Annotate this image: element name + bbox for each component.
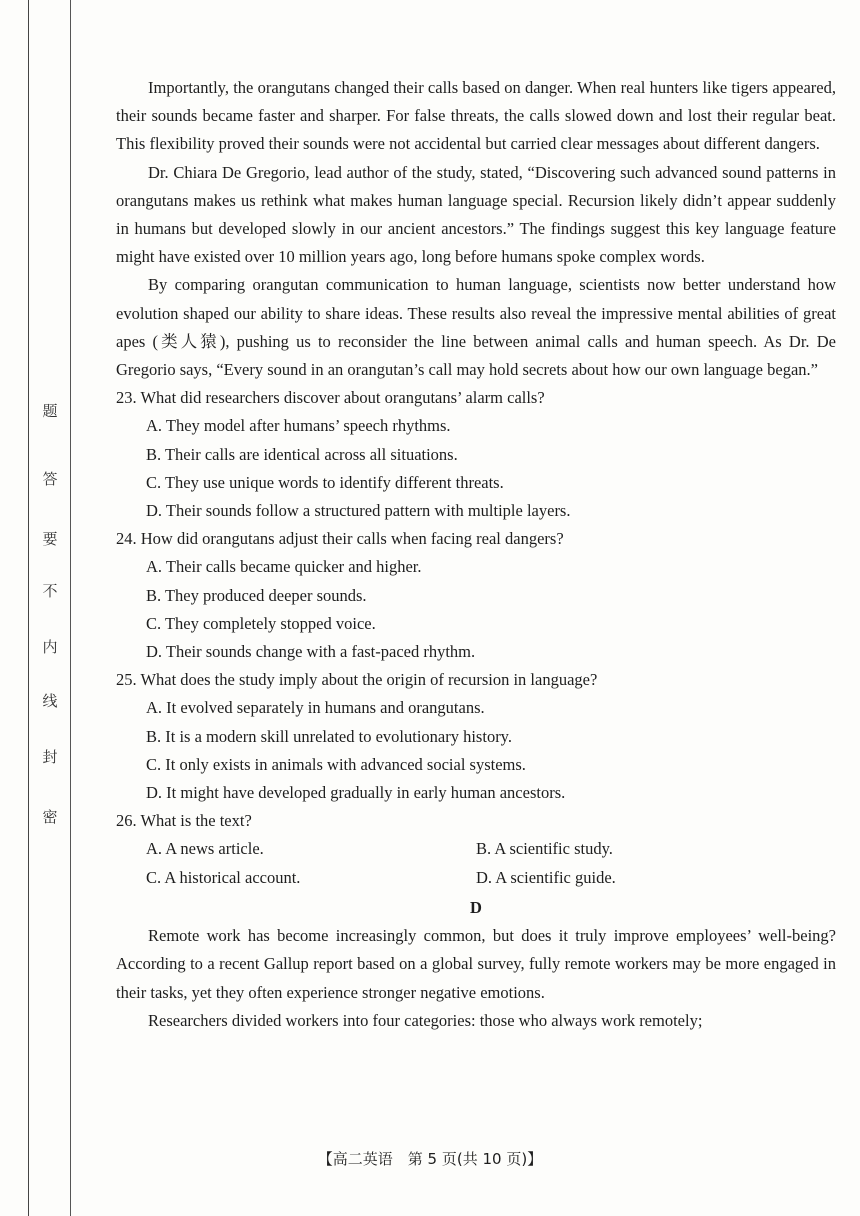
option-b: B. It is a modern skill unrelated to evolutionary history. [146,726,512,746]
option-row [146,835,836,863]
seal-line-notice [38,0,62,1216]
section-heading: D [470,897,482,917]
question-stem: 26. What is the text? [116,811,252,831]
option-a: A. A news article. [146,839,264,859]
passage-paragraph: Remote work has become increasingly common, but does it truly improve employees’ well-being? According to a recent Gallup report based on a global survey, fully remote workers may be more engaged in their tasks, yet they often experience stronger negative emotions. [116,926,836,1002]
passage-paragraph: Importantly, the orangutans changed their calls based on danger. When real hunters like tigers appeared, their sounds became faster and sharper. For false threats, the calls slowed down and lost their regular beat. This flexibility proved their sounds were not accidental but carried clear messages about different dangers. [116,78,836,154]
option-c: C. They completely stopped voice. [146,613,376,633]
seal-char: 密 [42,808,58,826]
passage-paragraph: By comparing orangutan communication to human language, scientists now better understand how evolution shaped our ability to share ideas. These results also reveal the impressive mental abilities of great apes (类人猿), pushing us to reconsider the line between animal calls and human speech. As Dr. De Gregorio says, “Every sound in an orangutan’s call may hold secrets about how our own language began.” [116,275,836,380]
question-24 [116,525,836,666]
question-23 [116,384,836,525]
option-a: A. They model after humans’ speech rhythms. [146,416,451,436]
option-d: D. A scientific guide. [476,867,616,887]
question-26 [116,807,836,892]
seal-char: 不 [42,582,58,600]
option-b: B. They produced deeper sounds. [146,585,367,605]
seal-char: 要 [42,530,58,548]
page-content [116,74,836,1035]
question-stem: 24. How did orangutans adjust their calls when facing real dangers? [116,529,564,549]
seal-char: 线 [42,692,58,710]
question-stem: 23. What did researchers discover about orangutans’ alarm calls? [116,388,545,408]
passage-paragraph: Dr. Chiara De Gregorio, lead author of the study, stated, “Discovering such advanced sound patterns in orangutans makes us rethink what makes human language special. Recursion likely didn’t appear suddenly in humans but developed slowly in our ancient ancestors.” The findings suggest this key language feature might have existed over 10 million years ago, long before humans spoke complex words. [116,162,836,267]
option-a: A. It evolved separately in humans and orangutans. [146,698,485,718]
page-footer: 【高二英语 第 5 页(共 10 页)】 [317,1150,543,1168]
option-b: B. A scientific study. [476,839,613,859]
question-25 [116,666,836,807]
seal-char: 答 [42,470,58,488]
option-d: D. Their sounds follow a structured pattern with multiple layers. [146,501,571,521]
question-stem: 25. What does the study imply about the origin of recursion in language? [116,670,598,690]
binding-margin-line-inner [70,0,71,1216]
passage-paragraph: Researchers divided workers into four categories: those who always work remotely; [148,1010,703,1030]
option-c: C. A historical account. [146,867,301,887]
option-d: D. It might have developed gradually in early human ancestors. [146,783,566,803]
option-row [146,864,836,892]
option-a: A. Their calls became quicker and higher. [146,557,422,577]
option-d: D. Their sounds change with a fast-paced rhythm. [146,642,476,662]
option-b: B. Their calls are identical across all situations. [146,444,458,464]
seal-char: 内 [42,638,58,656]
seal-char: 题 [42,402,58,420]
option-c: C. It only exists in animals with advanced social systems. [146,754,526,774]
binding-margin-line-outer [28,0,29,1216]
option-c: C. They use unique words to identify different threats. [146,472,504,492]
seal-char: 封 [42,748,58,766]
